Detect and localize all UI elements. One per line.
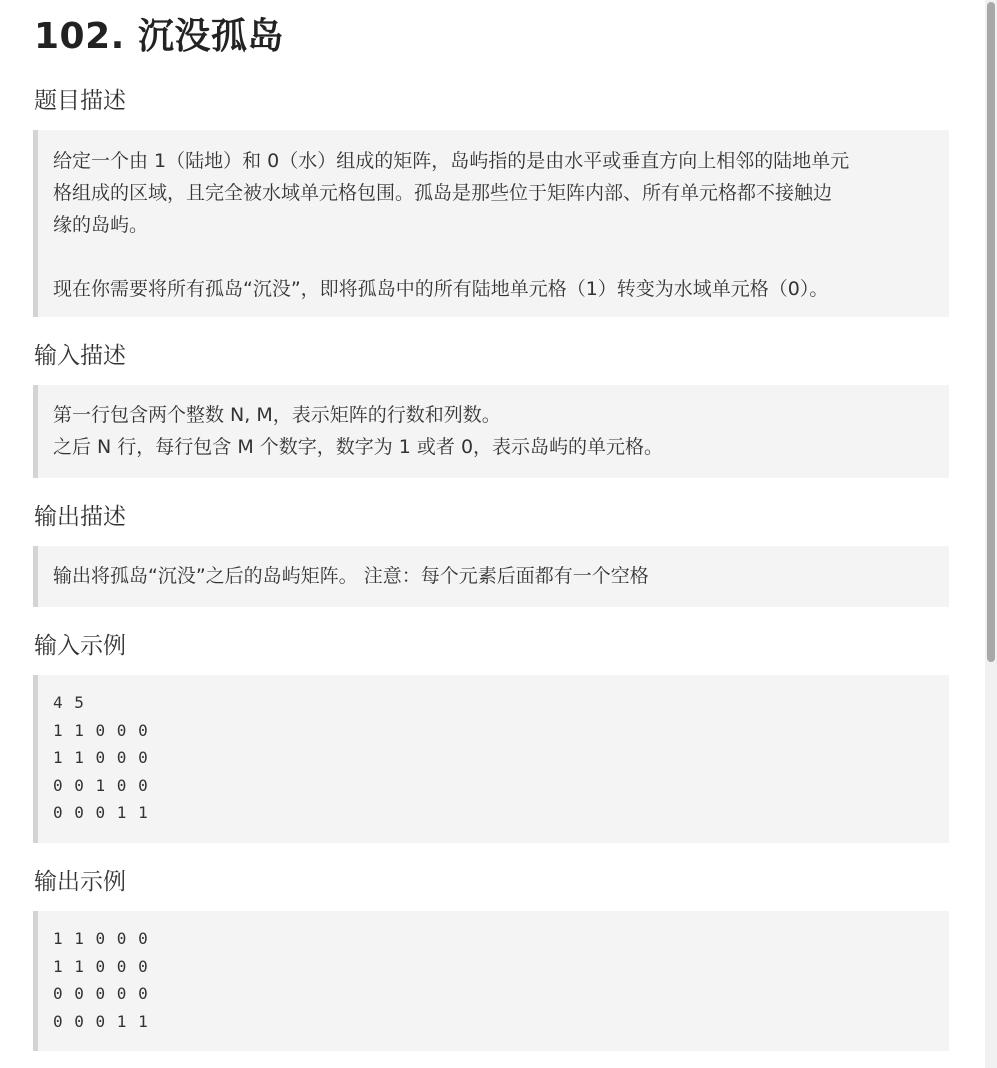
output-example-heading: 输出示例 [34,869,126,895]
output-example-code [33,911,949,1051]
description-line-2: 格组成的区域，且完全被水域单元格包围。孤岛是那些位于矩阵内部、所有单元格都不接触边 [53,182,833,204]
input-example-line: 4 5 [53,693,85,712]
output-example-line: 0 0 0 1 1 [53,1011,149,1031]
input-example-code [33,675,949,843]
vertical-scrollbar[interactable] [985,0,997,1068]
input-description-block [33,385,949,478]
input-example-heading: 输入示例 [34,633,126,659]
description-line-3: 缘的岛屿。 [53,214,149,236]
input-example-line: 0 0 1 0 0 [53,775,149,795]
input-example-line: 1 1 0 0 0 [53,748,149,767]
output-description-text: 输出将孤岛“沉没”之后的岛屿矩阵。 注意：每个元素后面都有一个空格 [53,565,649,587]
description-heading: 题目描述 [34,88,126,114]
output-description-heading: 输出描述 [34,504,126,530]
output-example-line: 1 1 0 0 0 [53,929,149,948]
scrollbar-thumb[interactable] [987,2,995,662]
input-example-line: 1 1 0 0 0 [53,720,149,740]
output-example-line: 0 0 0 0 0 [53,984,149,1003]
description-block [33,130,949,317]
output-description-block [33,546,949,607]
page-title: 102. 沉没孤岛 [34,16,284,57]
output-example-line: 1 1 0 0 0 [53,956,149,976]
input-description-line-2: 之后 N 行，每行包含 M 个数字，数字为 1 或者 0，表示岛屿的单元格。 [53,436,664,458]
input-description-line-1: 第一行包含两个整数 N, M，表示矩阵的行数和列数。 [53,404,501,426]
input-example-line: 0 0 0 1 1 [53,803,149,822]
description-line-1: 给定一个由 1（陆地）和 0（水）组成的矩阵，岛屿指的是由水平或垂直方向上相邻的陆地单元 [53,150,850,172]
description-paragraph-2: 现在你需要将所有孤岛“沉没”，即将孤岛中的所有陆地单元格（1）转变为水域单元格（0）。 [53,278,829,300]
input-description-heading: 输入描述 [34,343,126,369]
